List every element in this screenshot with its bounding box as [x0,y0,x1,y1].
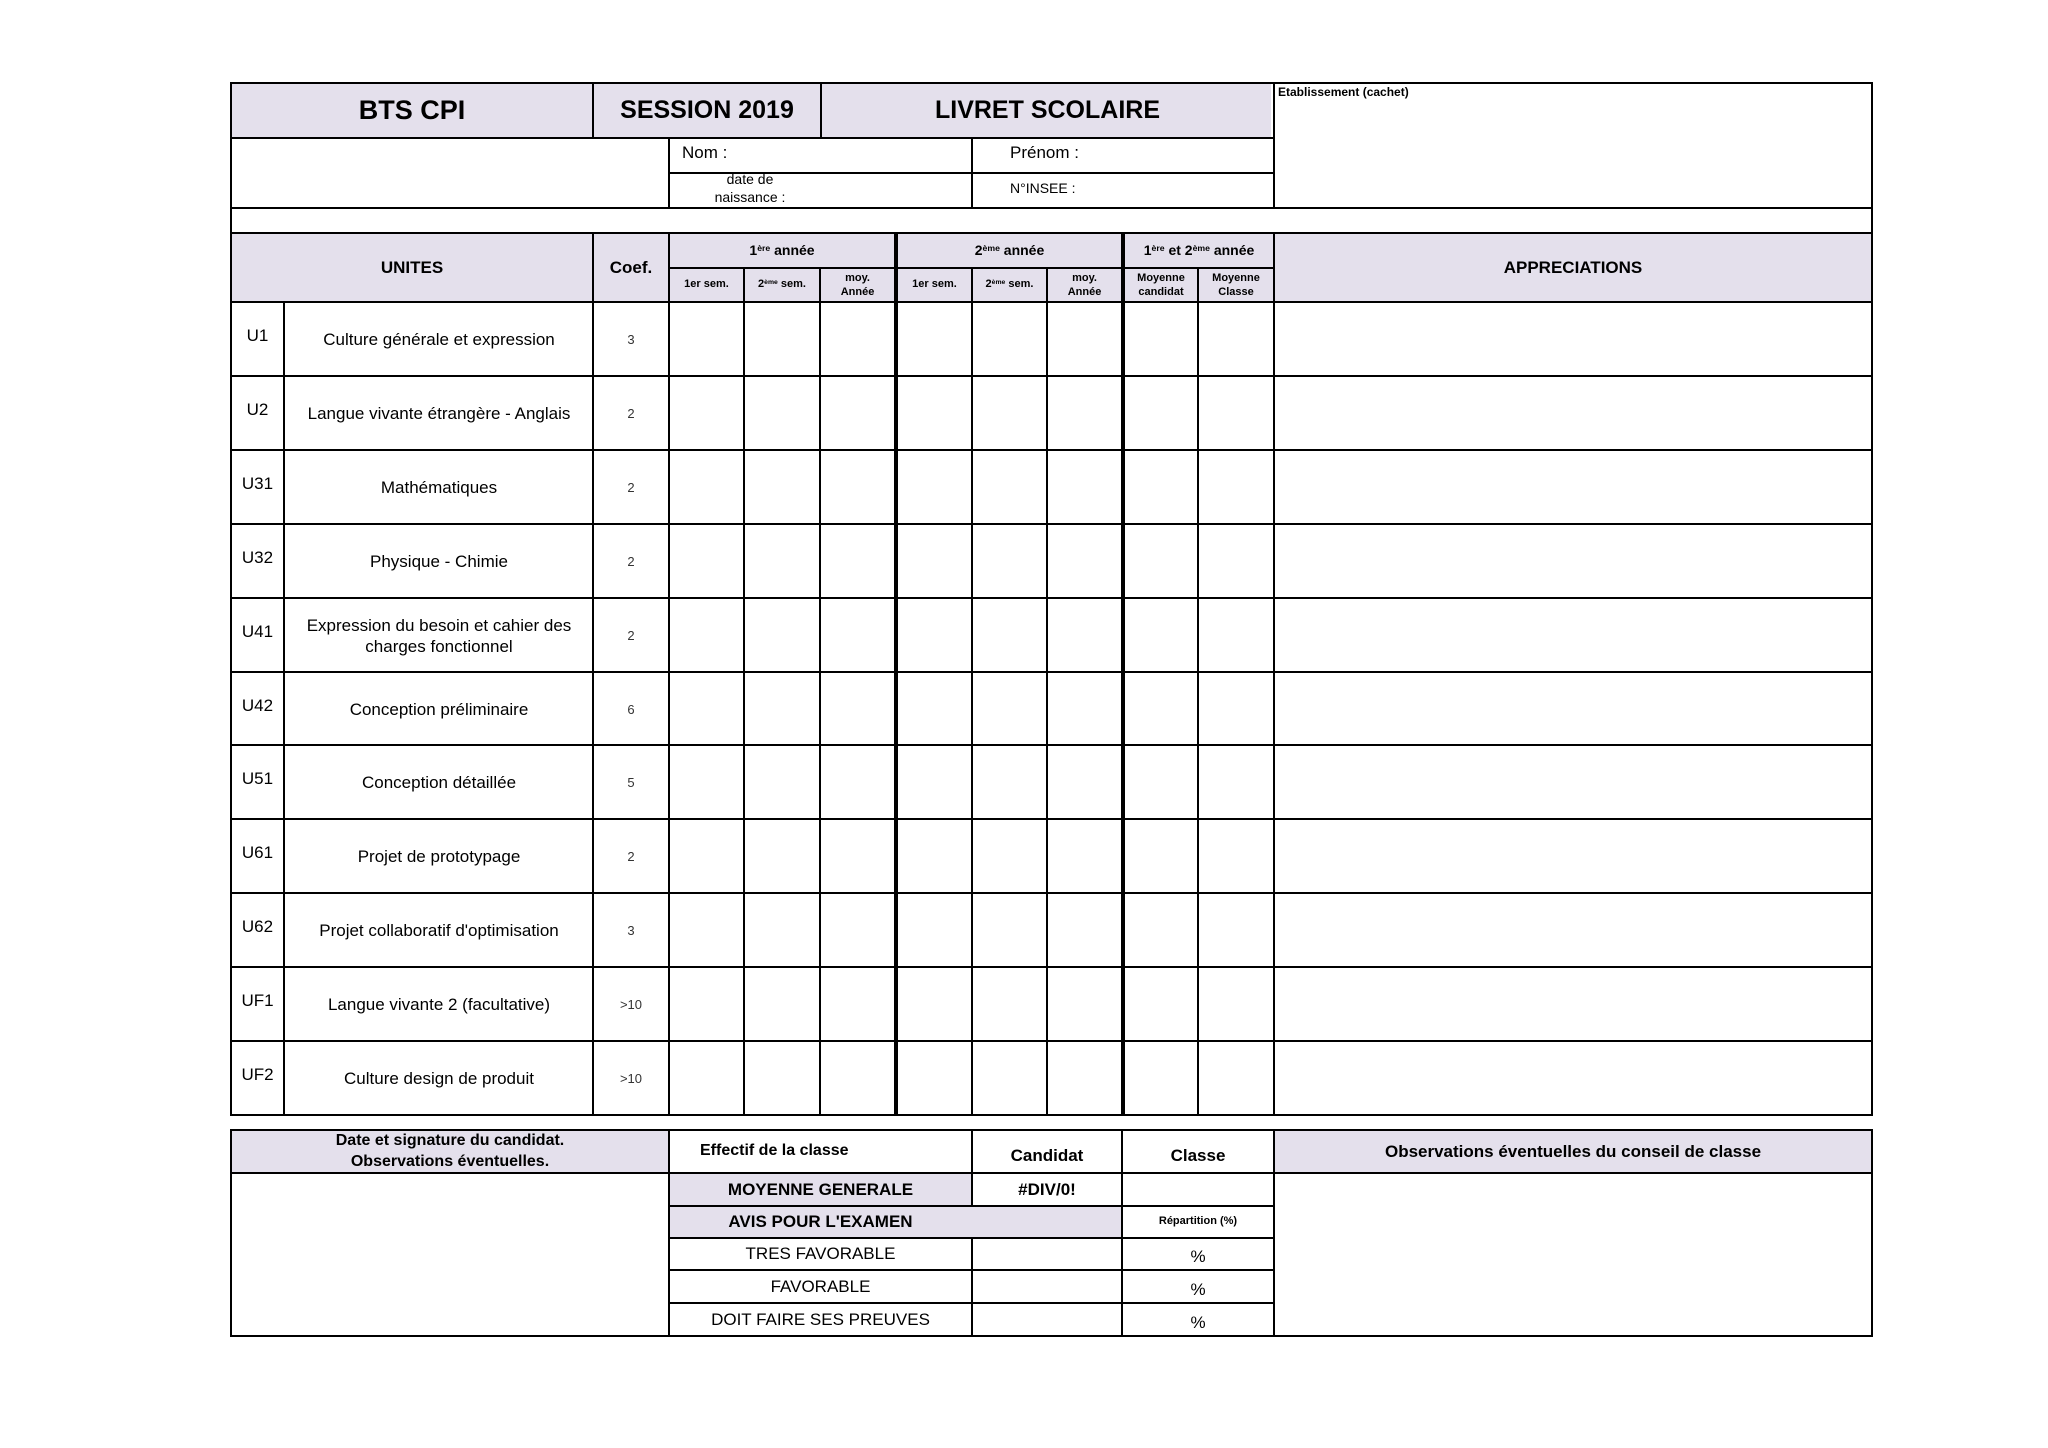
unit-name: Expression du besoin et cahier des charges fonctionnel [306,615,572,656]
grade-cell[interactable] [1048,894,1121,966]
grade-cell[interactable] [670,451,743,523]
unit-name: Projet de prototypage [357,847,521,867]
candidate-signature-area[interactable] [232,1174,668,1335]
grade-cell[interactable] [1125,377,1197,449]
class-column-header: Classe [1170,1146,1226,1166]
grade-cell[interactable] [1199,303,1273,375]
y2-sem2-suffix: ème [991,279,1006,287]
grade-cell[interactable] [898,673,971,745]
appreciation-cell[interactable] [1275,968,1871,1040]
y1-avg-header [821,269,894,301]
both-years-first: 1 [1143,241,1152,258]
both-years-header [1125,234,1273,267]
grade-cell[interactable] [745,599,819,671]
grade-cell[interactable] [973,599,1046,671]
grade-cell[interactable] [745,673,819,745]
opinion-candidate-cell[interactable] [973,1271,1121,1302]
both-years-suffix2: ème [1192,242,1210,253]
grade-cell[interactable] [898,746,971,818]
signature-line2: Observations éventuelles. [350,1152,550,1170]
unit-code: U42 [241,696,274,716]
grade-cell[interactable] [745,1042,819,1114]
year2-number: 2 [974,241,983,258]
grade-cell[interactable] [670,599,743,671]
y1-avg-line2: Année [840,286,875,298]
y2-sem1-header: 1er sem. [912,278,957,291]
unit-coef: 2 [627,479,635,495]
general-average-class-value[interactable] [1123,1174,1273,1205]
birth-date-label-line2: naissance : [714,188,786,205]
unit-coef: 3 [627,922,635,938]
grade-cell[interactable] [745,525,819,597]
unit-code: U31 [241,474,274,494]
candidate-avg-line2: candidat [1138,286,1184,298]
council-observations-header: Observations éventuelles du conseil de classe [1384,1141,1762,1161]
grade-cell[interactable] [898,820,971,892]
y1-sem1-header: 1er sem. [684,278,729,291]
distribution-label: Répartition (%) [1158,1215,1238,1228]
session-label: SESSION 2019 [620,95,794,124]
y1-avg-line1: moy. [845,271,870,284]
appreciation-cell[interactable] [1275,1042,1871,1114]
booklet-title: LIVRET SCOLAIRE [934,95,1160,124]
grade-cell[interactable] [973,894,1046,966]
unit-coef: 2 [627,848,635,864]
grade-cell[interactable] [973,820,1046,892]
unit-coef: 2 [627,627,635,643]
year1-number: 1 [749,241,758,258]
signature-line1: Date et signature du candidat. [335,1131,565,1149]
grade-cell[interactable] [898,303,971,375]
grade-cell[interactable] [1125,894,1197,966]
council-observations-area[interactable] [1275,1174,1871,1335]
grade-cell[interactable] [1199,673,1273,745]
y2-sem2-header [973,269,1046,301]
grade-cell[interactable] [670,525,743,597]
grade-cell[interactable] [973,746,1046,818]
unit-name: Physique - Chimie [370,552,508,572]
appreciation-cell[interactable] [1275,451,1871,523]
both-years-sep: et 2 [1168,241,1193,258]
y2-avg-header [1048,269,1121,301]
opinion-label: FAVORABLE [770,1276,871,1296]
grade-cell[interactable] [1125,746,1197,818]
grade-cell[interactable] [821,303,894,375]
grade-cell[interactable] [1199,894,1273,966]
appreciation-cell[interactable] [1275,303,1871,375]
y1-sem2-header [745,269,819,301]
candidate-column-header: Candidat [1010,1146,1084,1166]
establishment-stamp-area [1275,100,1869,205]
grade-cell[interactable] [670,673,743,745]
unit-code: U1 [246,326,269,346]
grade-cell[interactable] [1048,525,1121,597]
grade-cell[interactable] [1048,1042,1121,1114]
unit-coef: 2 [627,405,635,421]
grade-cell[interactable] [670,303,743,375]
class-avg-line2: Classe [1218,286,1254,298]
grade-cell[interactable] [1199,451,1273,523]
grade-cell[interactable] [1125,968,1197,1040]
y1-sem2-rest: sem. [780,278,806,291]
grade-cell[interactable] [973,303,1046,375]
appreciations-header: APPRECIATIONS [1503,257,1643,277]
grade-cell[interactable] [1199,599,1273,671]
both-years-suffix1: ère [1151,242,1165,253]
appreciation-cell[interactable] [1275,599,1871,671]
grade-cell[interactable] [898,1042,971,1114]
birth-date-label[interactable] [700,171,800,206]
opinion-candidate-cell[interactable] [973,1304,1121,1335]
appreciation-cell[interactable] [1275,746,1871,818]
insee-label[interactable]: N°INSEE : [1010,180,1076,196]
prenom-label[interactable]: Prénom : [1010,143,1079,162]
unit-code: U61 [241,843,274,863]
candidate-signature-header [232,1131,668,1172]
grade-cell[interactable] [1199,820,1273,892]
unit-name: Conception détaillée [361,773,517,793]
unit-coef: 2 [627,553,635,569]
grade-cell[interactable] [745,377,819,449]
grade-cell[interactable] [1125,303,1197,375]
grade-cell[interactable] [821,451,894,523]
appreciation-cell[interactable] [1275,377,1871,449]
grade-cell[interactable] [898,599,971,671]
opinion-percent[interactable]: % [1190,1247,1206,1267]
grade-cell[interactable] [821,820,894,892]
unit-code: U32 [241,548,274,568]
candidate-avg-line1: Moyenne [1137,271,1185,284]
grade-cell[interactable] [1048,377,1121,449]
grade-cell[interactable] [670,377,743,449]
grade-cell[interactable] [1199,1042,1273,1114]
grade-cell[interactable] [1125,1042,1197,1114]
year2-word: année [1003,241,1045,258]
grade-cell[interactable] [1199,525,1273,597]
grade-cell[interactable] [973,968,1046,1040]
unit-name: Conception préliminaire [349,700,529,720]
grade-cell[interactable] [898,968,971,1040]
year2-suffix: ème [982,242,1000,253]
unit-name: Projet collaboratif d'optimisation [319,921,559,941]
unit-name: Langue vivante 2 (facultative) [327,995,551,1015]
grade-cell[interactable] [670,894,743,966]
grade-cell[interactable] [1199,746,1273,818]
y1-sem2-num: 2 [758,278,765,291]
coef-header: Coef. [609,257,653,277]
grade-cell[interactable] [1048,303,1121,375]
grade-cell[interactable] [821,673,894,745]
grade-cell[interactable] [821,746,894,818]
grade-cell[interactable] [1048,968,1121,1040]
class-size-label: Effectif de la classe [700,1142,849,1159]
grade-cell[interactable] [1048,451,1121,523]
year1-header [670,234,894,267]
grade-cell[interactable] [670,968,743,1040]
opinion-label: DOIT FAIRE SES PREUVES [711,1309,930,1329]
y2-sem2-rest: sem. [1008,278,1034,291]
y1-sem2-suffix: ème [764,279,778,287]
unit-coef: 6 [627,701,635,717]
grade-cell[interactable] [745,451,819,523]
y2-avg-line2: Année [1067,286,1102,298]
birth-date-label-line1: date de [726,171,774,187]
grade-cell[interactable] [821,894,894,966]
appreciation-cell[interactable] [1275,820,1871,892]
year1-word: année [774,241,815,258]
grade-cell[interactable] [670,1042,743,1114]
student-photo-area [232,139,668,207]
class-avg-line1: Moyenne [1212,271,1260,284]
grade-cell[interactable] [821,1042,894,1114]
opinion-label: TRES FAVORABLE [745,1244,896,1264]
unit-code: U41 [241,622,274,642]
y2-sem2-num: 2 [985,278,992,291]
unit-coef: 3 [627,331,635,347]
grade-cell[interactable] [1125,599,1197,671]
unit-code: UF1 [241,991,274,1011]
unit-code: U62 [241,917,274,937]
grade-cell[interactable] [1199,968,1273,1040]
grade-cell[interactable] [973,377,1046,449]
unit-name: Langue vivante étrangère - Anglais [307,404,571,424]
unit-name: Mathématiques [380,478,498,498]
year2-header [898,234,1121,267]
unit-name: Culture design de produit [344,1069,534,1089]
grade-cell[interactable] [745,746,819,818]
grade-cell[interactable] [1048,599,1121,671]
unit-coef: >10 [619,1070,643,1086]
opinion-candidate-cell[interactable] [973,1239,1121,1269]
grade-cell[interactable] [898,894,971,966]
class-avg-header [1199,269,1273,301]
grade-cell[interactable] [745,820,819,892]
grade-cell[interactable] [745,303,819,375]
grade-cell[interactable] [898,377,971,449]
establishment-stamp-label: Etablissement (cachet) [1278,85,1409,99]
units-header: UNITES [380,257,444,277]
grade-cell[interactable] [821,525,894,597]
grade-cell[interactable] [821,968,894,1040]
candidate-avg-header [1125,269,1197,301]
grade-cell[interactable] [1048,746,1121,818]
grade-cell[interactable] [898,451,971,523]
appreciation-cell[interactable] [1275,525,1871,597]
unit-coef: >10 [619,996,643,1012]
unit-code: U51 [241,769,274,789]
exam-opinion-label: AVIS POUR L'EXAMEN [728,1212,913,1232]
grade-cell[interactable] [973,673,1046,745]
year1-suffix: ère [757,242,771,253]
grade-cell[interactable] [973,1042,1046,1114]
grade-cell[interactable] [973,525,1046,597]
appreciation-cell[interactable] [1275,673,1871,745]
unit-coef: 5 [627,774,635,790]
grade-cell[interactable] [1125,673,1197,745]
diploma-title: BTS CPI [358,94,466,125]
grade-cell[interactable] [745,894,819,966]
unit-code: UF2 [241,1065,274,1085]
grade-cell[interactable] [1048,820,1121,892]
grade-cell[interactable] [821,599,894,671]
grade-cell[interactable] [1125,525,1197,597]
unit-name: Culture générale et expression [323,330,555,350]
grade-cell[interactable] [973,451,1046,523]
nom-label[interactable]: Nom : [682,143,728,162]
y2-avg-line1: moy. [1072,271,1097,284]
grade-cell[interactable] [745,968,819,1040]
grade-cell[interactable] [1125,820,1197,892]
grade-cell[interactable] [898,525,971,597]
grade-cell[interactable] [821,377,894,449]
opinion-percent[interactable]: % [1190,1279,1206,1299]
general-average-label: MOYENNE GENERALE [727,1179,914,1199]
grade-cell[interactable] [670,746,743,818]
appreciation-cell[interactable] [1275,894,1871,966]
opinion-percent[interactable]: % [1190,1312,1206,1332]
grade-cell[interactable] [1048,673,1121,745]
grade-cell[interactable] [1199,377,1273,449]
general-average-value: #DIV/0! [1018,1179,1076,1199]
unit-code: U2 [246,400,269,420]
grade-cell[interactable] [670,820,743,892]
grade-cell[interactable] [1125,451,1197,523]
both-years-word: année [1213,241,1255,258]
